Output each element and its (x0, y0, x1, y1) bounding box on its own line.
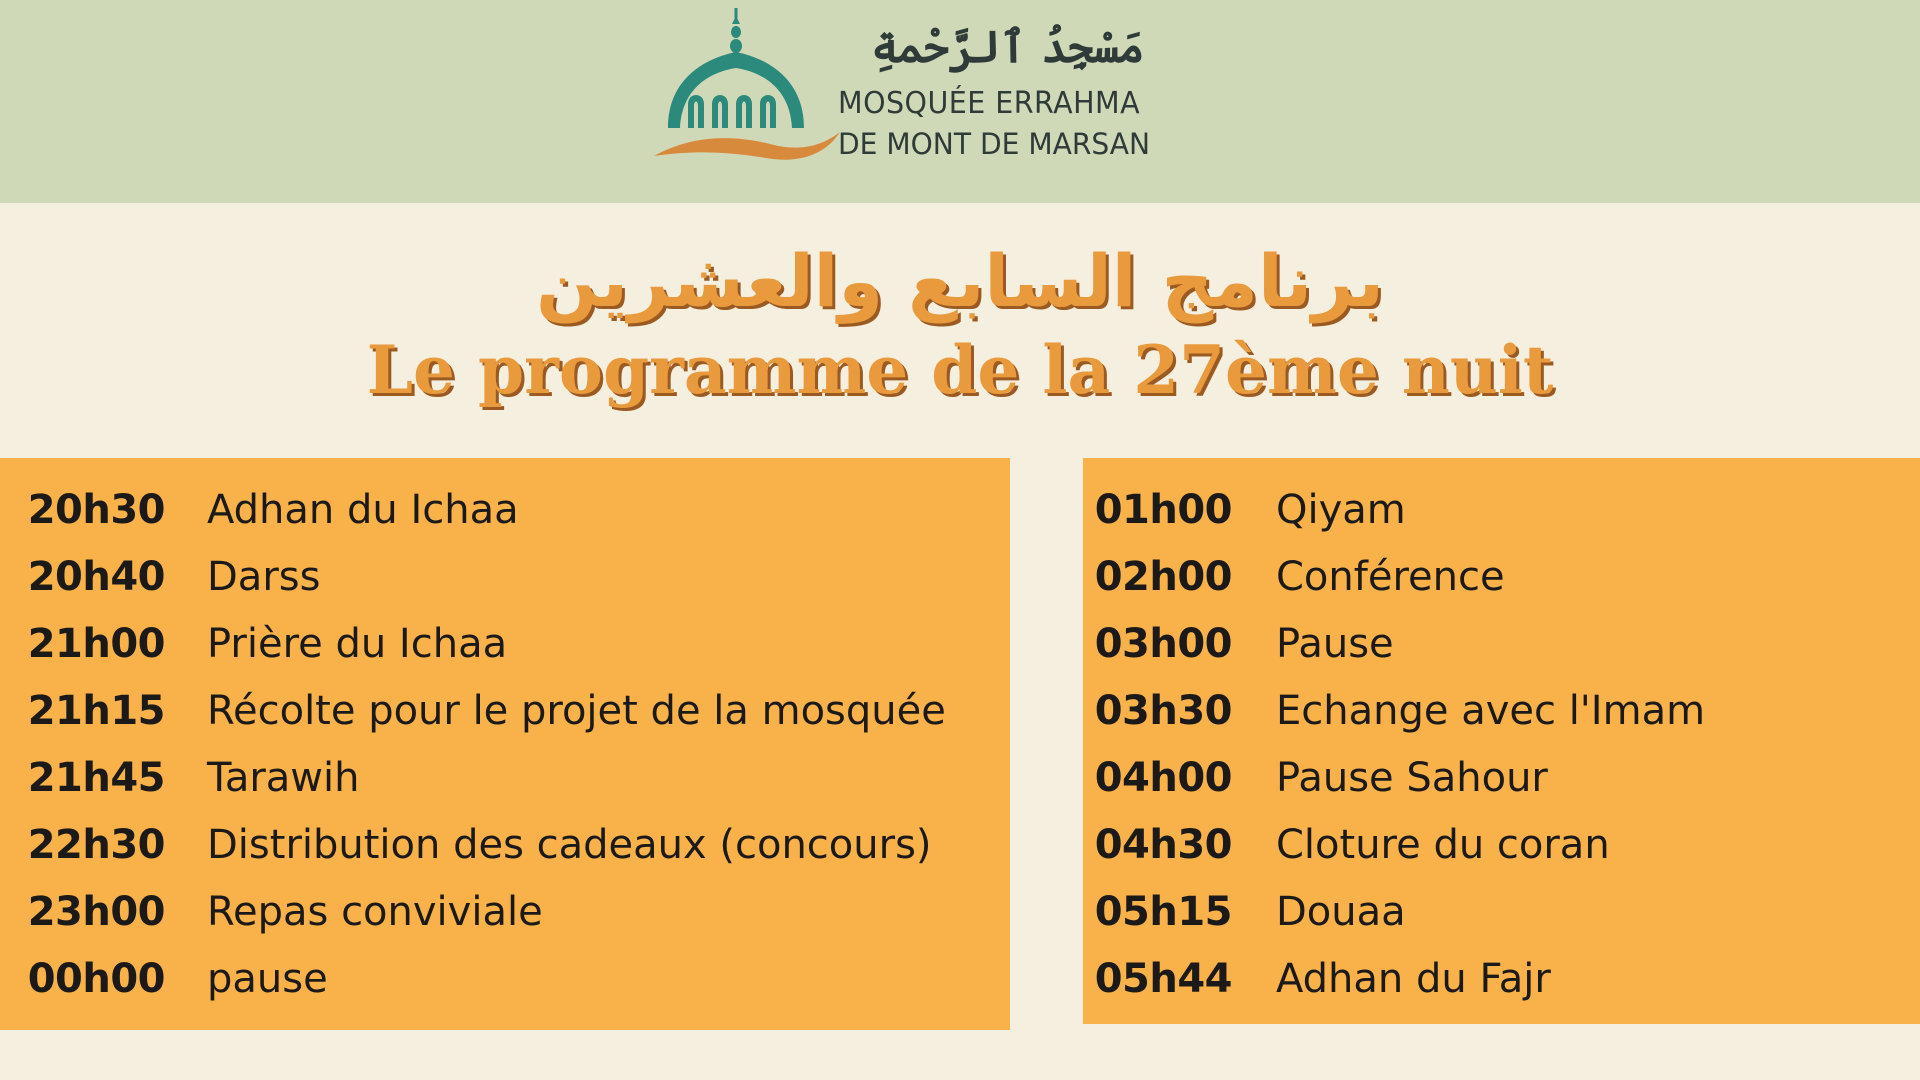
brand-block (838, 18, 1178, 164)
schedule-activity: Tarawih (207, 754, 360, 801)
schedule-row (1083, 811, 1610, 878)
schedule-row (1083, 677, 1705, 744)
schedule-time: 05h44 (1094, 955, 1232, 1002)
schedule-time: 23h00 (27, 888, 165, 935)
schedule-time: 04h00 (1094, 754, 1232, 801)
schedule-row (1083, 744, 1548, 811)
schedule-row (1083, 610, 1394, 677)
schedule-activity: Distribution des cadeaux (concours) (207, 821, 932, 868)
schedule-row (0, 945, 328, 1012)
schedule-activity: Adhan du Fajr (1276, 955, 1551, 1002)
schedule-row (0, 878, 543, 945)
schedule-time: 02h00 (1094, 553, 1232, 600)
schedule-time: 05h15 (1094, 888, 1232, 935)
schedule-activity: Qiyam (1276, 486, 1406, 533)
schedule-time: 21h00 (27, 620, 165, 667)
schedule-time: 03h30 (1094, 687, 1232, 734)
schedule-time: 03h00 (1094, 620, 1232, 667)
schedule-time: 01h00 (1094, 486, 1232, 533)
schedule-time: 20h30 (27, 486, 165, 533)
schedule-row (0, 677, 946, 744)
schedule-row (1083, 543, 1505, 610)
schedule-activity: pause (207, 955, 328, 1002)
schedule-row (1083, 945, 1551, 1012)
schedule-time: 04h30 (1094, 821, 1232, 868)
schedule-activity: Récolte pour le projet de la mosquée (207, 687, 946, 734)
schedule-row (0, 610, 507, 677)
schedule-time: 22h30 (27, 821, 165, 868)
schedule-activity: Conférence (1276, 553, 1505, 600)
schedule-activity: Prière du Ichaa (207, 620, 508, 667)
schedule-row (0, 811, 932, 878)
schedule-row (0, 543, 320, 610)
schedule-activity: Pause Sahour (1276, 754, 1548, 801)
schedule-panel-right (1083, 458, 1920, 1024)
schedule-row (1083, 878, 1406, 945)
title-arabic: برنامج السابع والعشرين (536, 239, 1384, 323)
schedule-activity: Douaa (1276, 888, 1406, 935)
schedule-time: 21h15 (27, 687, 165, 734)
schedule-time: 21h45 (27, 754, 165, 801)
schedule-activity: Cloture du coran (1276, 821, 1610, 868)
schedule-panel-left (0, 458, 1010, 1030)
schedule-activity: Pause (1276, 620, 1394, 667)
brand-location: DE MONT DE MARSAN (838, 127, 1151, 161)
title-french: Le programme de la 27ème nuit (366, 331, 1554, 409)
schedule-activity: Repas conviviale (207, 888, 543, 935)
brand-arabic: مَسْجِدُ ٱلرَّحْمةِ (871, 22, 1145, 73)
schedule-activity: Echange avec l'Imam (1276, 687, 1706, 734)
brand-name: MOSQUÉE ERRAHMA (838, 86, 1141, 121)
schedule-time: 00h00 (27, 955, 165, 1002)
schedule-activity: Adhan du Ichaa (207, 486, 519, 533)
schedule-activity: Darss (207, 553, 321, 600)
mosque-logo (650, 6, 845, 166)
schedule-row (0, 476, 519, 543)
schedule-row (1083, 476, 1406, 543)
schedule-time: 20h40 (27, 553, 165, 600)
schedule-row (0, 744, 359, 811)
